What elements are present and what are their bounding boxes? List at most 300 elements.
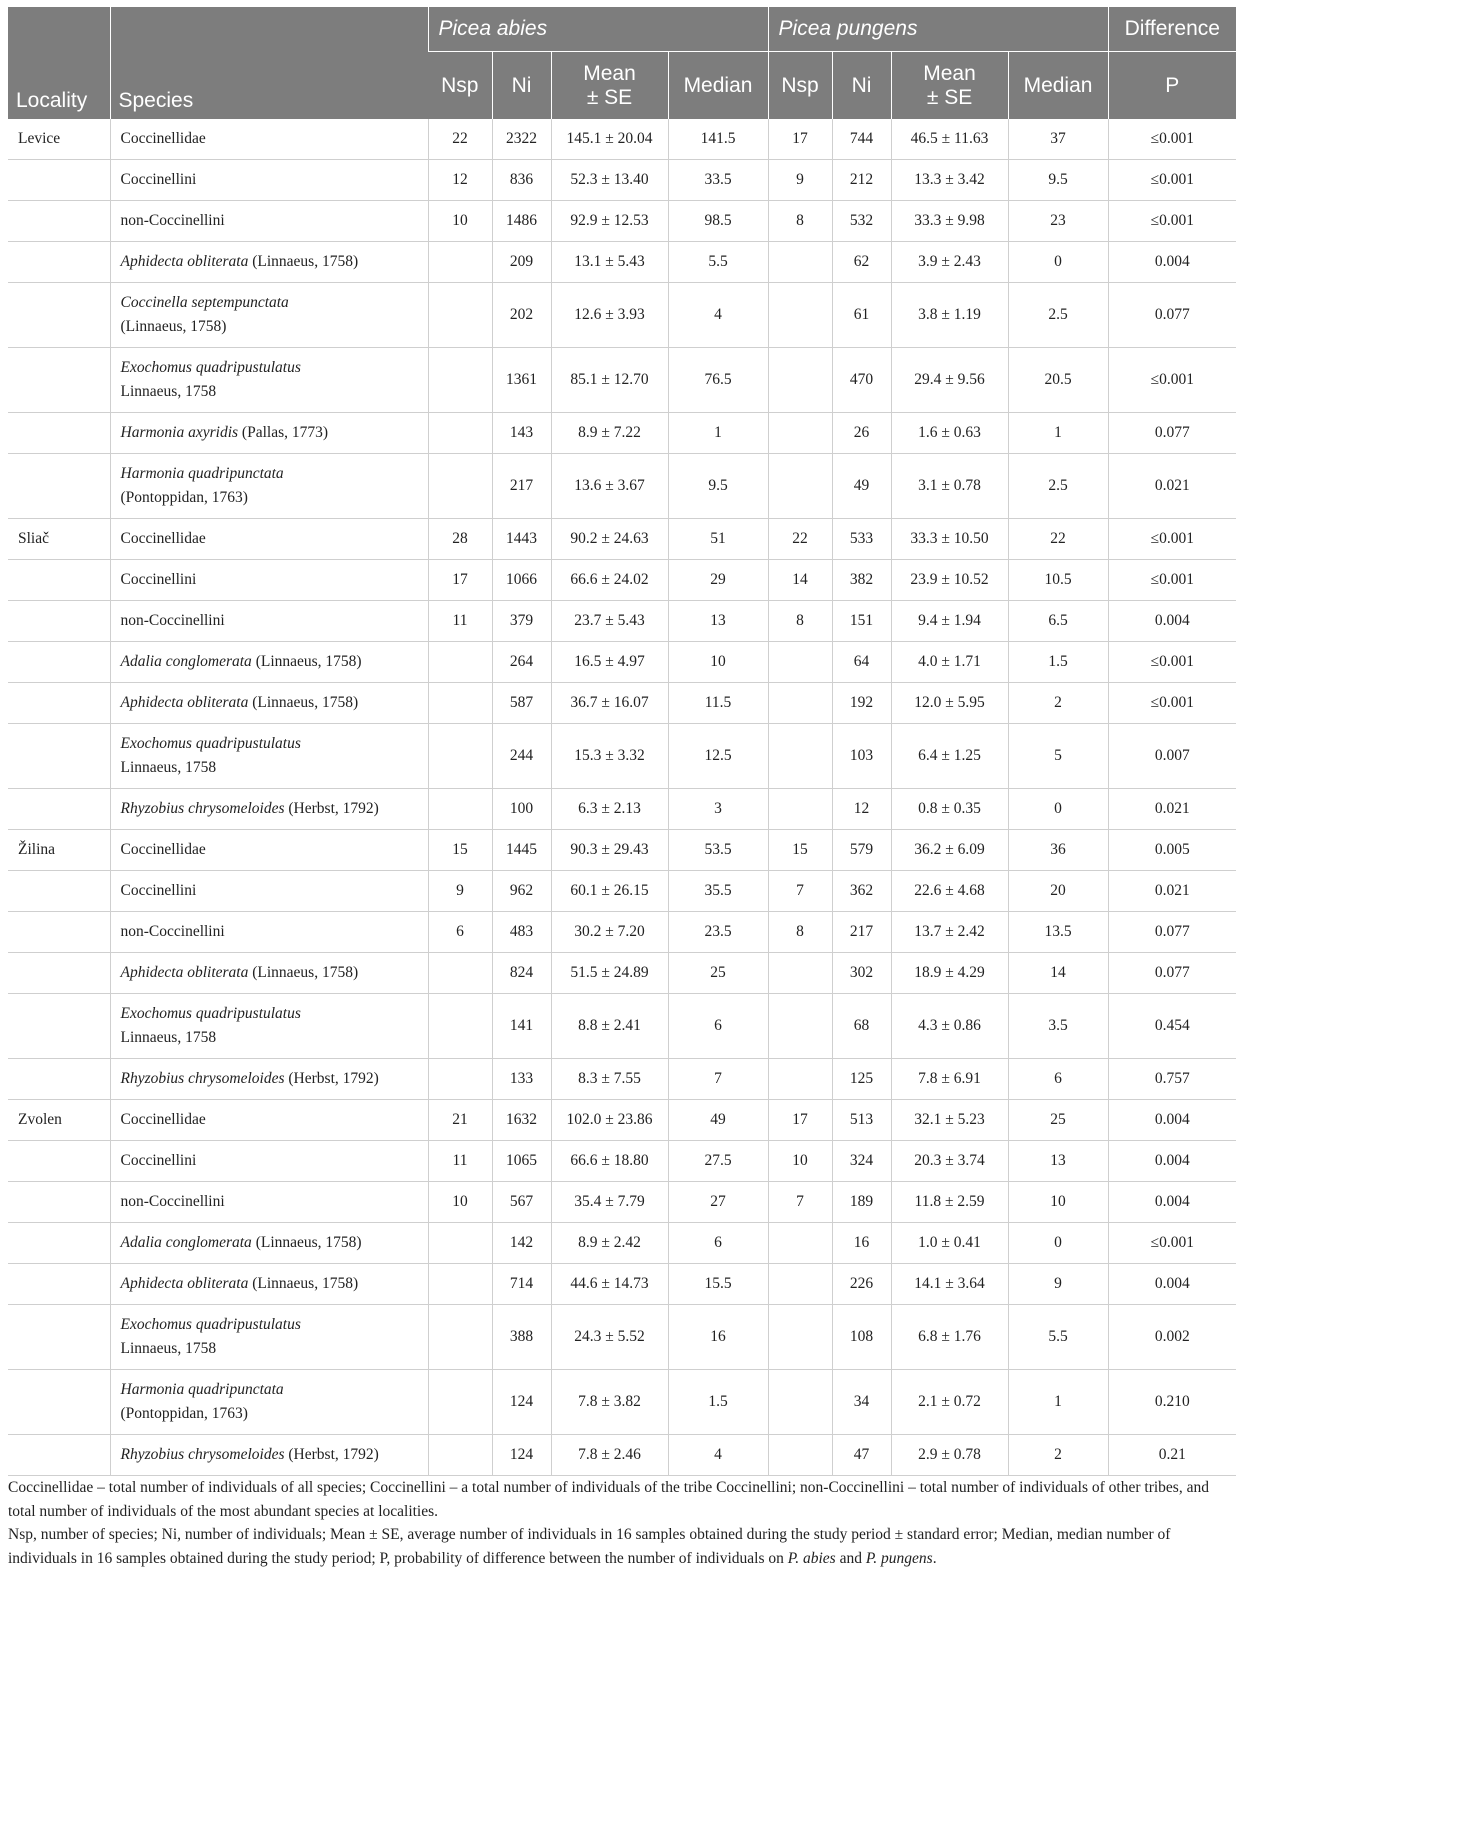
cell-median-pungens: 13 — [1008, 1141, 1108, 1182]
cell-locality: Sliač — [8, 519, 110, 560]
cell-median-abies: 1.5 — [668, 1370, 768, 1435]
cell-nsp-pungens — [768, 1435, 832, 1476]
species-author: Linnaeus, 1758 — [120, 1029, 217, 1046]
cell-ni-abies: 2322 — [492, 119, 551, 160]
cell-median-abies: 11.5 — [668, 683, 768, 724]
cell-median-abies: 6 — [668, 1223, 768, 1264]
table-row — [8, 724, 1236, 789]
cell-species — [110, 283, 428, 348]
cell-locality — [8, 1182, 110, 1223]
cell-nsp-abies: 21 — [428, 1100, 492, 1141]
cell-mean-abies: 85.1 ± 12.70 — [551, 348, 668, 413]
header-ni-abies: Ni — [492, 52, 551, 120]
cell-ni-pungens: 47 — [832, 1435, 891, 1476]
header-mean-abies — [551, 52, 668, 120]
table-footnotes — [8, 1476, 1236, 1570]
cell-nsp-pungens — [768, 642, 832, 683]
cell-nsp-abies — [428, 1223, 492, 1264]
cell-locality — [8, 1223, 110, 1264]
cell-locality — [8, 994, 110, 1059]
cell-nsp-pungens: 15 — [768, 830, 832, 871]
cell-locality: Levice — [8, 119, 110, 160]
species-author: (Herbst, 1792) — [284, 800, 379, 817]
table-row — [8, 242, 1236, 283]
results-table — [8, 7, 1236, 1476]
cell-mean-pungens: 36.2 ± 6.09 — [891, 830, 1008, 871]
cell-nsp-pungens: 17 — [768, 119, 832, 160]
cell-nsp-abies — [428, 683, 492, 724]
cell-locality — [8, 683, 110, 724]
species-author: (Pallas, 1773) — [238, 424, 329, 441]
table-row — [8, 1264, 1236, 1305]
cell-ni-pungens: 192 — [832, 683, 891, 724]
cell-p-value: 0.021 — [1108, 454, 1236, 519]
cell-median-abies: 5.5 — [668, 242, 768, 283]
table-row — [8, 519, 1236, 560]
cell-locality — [8, 912, 110, 953]
cell-mean-pungens: 32.1 ± 5.23 — [891, 1100, 1008, 1141]
species-name: Exochomus quadripustulatus — [120, 359, 301, 376]
cell-mean-abies: 92.9 ± 12.53 — [551, 201, 668, 242]
cell-mean-pungens: 22.6 ± 4.68 — [891, 871, 1008, 912]
cell-ni-abies: 209 — [492, 242, 551, 283]
species-author: (Linnaeus, 1758) — [248, 253, 359, 270]
header-mean-pungens — [891, 52, 1008, 120]
results-table-container — [8, 7, 1236, 1476]
footnote-species-pungens: P. pungens — [865, 1549, 933, 1567]
cell-p-value: ≤0.001 — [1108, 560, 1236, 601]
cell-mean-pungens: 2.9 ± 0.78 — [891, 1435, 1008, 1476]
cell-ni-abies: 483 — [492, 912, 551, 953]
cell-ni-pungens: 125 — [832, 1059, 891, 1100]
table-row — [8, 601, 1236, 642]
cell-nsp-pungens: 8 — [768, 201, 832, 242]
cell-ni-abies: 388 — [492, 1305, 551, 1370]
cell-median-pungens: 2 — [1008, 683, 1108, 724]
cell-nsp-pungens — [768, 1264, 832, 1305]
cell-mean-pungens: 3.8 ± 1.19 — [891, 283, 1008, 348]
species-author: (Linnaeus, 1758) — [251, 1234, 362, 1251]
footnote-text: and — [835, 1549, 866, 1567]
cell-median-pungens: 22 — [1008, 519, 1108, 560]
cell-median-abies: 53.5 — [668, 830, 768, 871]
cell-ni-abies: 824 — [492, 953, 551, 994]
header-mean-label: Mean — [583, 62, 636, 86]
cell-species: non-Coccinellini — [110, 601, 428, 642]
cell-nsp-pungens — [768, 789, 832, 830]
cell-p-value: 0.21 — [1108, 1435, 1236, 1476]
cell-median-pungens: 0 — [1008, 242, 1108, 283]
cell-median-abies: 51 — [668, 519, 768, 560]
table-row — [8, 560, 1236, 601]
cell-ni-pungens: 533 — [832, 519, 891, 560]
cell-species — [110, 348, 428, 413]
cell-mean-pungens: 13.3 ± 3.42 — [891, 160, 1008, 201]
cell-p-value: 0.021 — [1108, 789, 1236, 830]
cell-median-pungens: 37 — [1008, 119, 1108, 160]
cell-median-abies: 15.5 — [668, 1264, 768, 1305]
cell-median-pungens: 20.5 — [1008, 348, 1108, 413]
cell-p-value: 0.077 — [1108, 413, 1236, 454]
cell-nsp-abies: 28 — [428, 519, 492, 560]
cell-p-value: 0.004 — [1108, 1100, 1236, 1141]
cell-nsp-abies — [428, 789, 492, 830]
cell-mean-pungens: 4.3 ± 0.86 — [891, 994, 1008, 1059]
cell-median-abies: 4 — [668, 283, 768, 348]
cell-nsp-pungens — [768, 1305, 832, 1370]
cell-mean-pungens: 0.8 ± 0.35 — [891, 789, 1008, 830]
cell-median-abies: 16 — [668, 1305, 768, 1370]
cell-nsp-abies — [428, 1435, 492, 1476]
cell-locality — [8, 601, 110, 642]
cell-p-value: 0.004 — [1108, 242, 1236, 283]
cell-ni-abies: 836 — [492, 160, 551, 201]
table-row — [8, 871, 1236, 912]
species-name: Adalia conglomerata — [120, 653, 252, 670]
cell-mean-pungens: 7.8 ± 6.91 — [891, 1059, 1008, 1100]
cell-nsp-abies: 10 — [428, 201, 492, 242]
cell-ni-pungens: 470 — [832, 348, 891, 413]
table-row — [8, 1305, 1236, 1370]
table-row — [8, 1223, 1236, 1264]
cell-ni-pungens: 64 — [832, 642, 891, 683]
cell-ni-abies: 143 — [492, 413, 551, 454]
cell-mean-pungens: 13.7 ± 2.42 — [891, 912, 1008, 953]
cell-locality — [8, 201, 110, 242]
cell-mean-abies: 7.8 ± 3.82 — [551, 1370, 668, 1435]
cell-nsp-pungens — [768, 1370, 832, 1435]
table-row — [8, 1059, 1236, 1100]
cell-nsp-pungens — [768, 454, 832, 519]
cell-mean-abies: 6.3 ± 2.13 — [551, 789, 668, 830]
species-name: Rhyzobius chrysomeloides — [120, 1070, 285, 1087]
species-author: Linnaeus, 1758 — [120, 383, 217, 400]
cell-mean-pungens: 6.8 ± 1.76 — [891, 1305, 1008, 1370]
cell-median-pungens: 25 — [1008, 1100, 1108, 1141]
cell-ni-pungens: 103 — [832, 724, 891, 789]
cell-mean-abies: 30.2 ± 7.20 — [551, 912, 668, 953]
cell-ni-abies: 142 — [492, 1223, 551, 1264]
cell-p-value: ≤0.001 — [1108, 642, 1236, 683]
species-author: (Linnaeus, 1758) — [248, 964, 359, 981]
cell-nsp-pungens: 7 — [768, 1182, 832, 1223]
species-author: (Linnaeus, 1758) — [120, 318, 227, 335]
cell-mean-abies: 66.6 ± 24.02 — [551, 560, 668, 601]
cell-ni-pungens: 212 — [832, 160, 891, 201]
cell-ni-pungens: 62 — [832, 242, 891, 283]
table-row — [8, 454, 1236, 519]
cell-median-pungens: 5 — [1008, 724, 1108, 789]
cell-median-abies: 25 — [668, 953, 768, 994]
cell-species — [110, 642, 428, 683]
cell-ni-pungens: 382 — [832, 560, 891, 601]
cell-mean-pungens: 14.1 ± 3.64 — [891, 1264, 1008, 1305]
cell-mean-pungens: 29.4 ± 9.56 — [891, 348, 1008, 413]
table-row — [8, 1182, 1236, 1223]
cell-mean-abies: 90.2 ± 24.63 — [551, 519, 668, 560]
table-row — [8, 1141, 1236, 1182]
cell-nsp-abies: 15 — [428, 830, 492, 871]
cell-mean-pungens: 1.6 ± 0.63 — [891, 413, 1008, 454]
cell-species — [110, 1370, 428, 1435]
cell-mean-abies: 13.1 ± 5.43 — [551, 242, 668, 283]
cell-nsp-pungens: 8 — [768, 912, 832, 953]
cell-nsp-abies: 6 — [428, 912, 492, 953]
cell-nsp-pungens — [768, 683, 832, 724]
cell-locality — [8, 1435, 110, 1476]
header-mean-label: Mean — [923, 62, 976, 86]
species-name: Aphidecta obliterata — [120, 964, 249, 981]
species-name: Harmonia quadripunctata — [120, 465, 284, 482]
cell-ni-abies: 202 — [492, 283, 551, 348]
table-row — [8, 789, 1236, 830]
header-median-abies: Median — [668, 52, 768, 120]
cell-ni-pungens: 579 — [832, 830, 891, 871]
table-row — [8, 830, 1236, 871]
cell-nsp-pungens: 10 — [768, 1141, 832, 1182]
cell-nsp-pungens: 9 — [768, 160, 832, 201]
cell-p-value: ≤0.001 — [1108, 160, 1236, 201]
table-row — [8, 348, 1236, 413]
cell-nsp-abies: 9 — [428, 871, 492, 912]
cell-median-pungens: 3.5 — [1008, 994, 1108, 1059]
cell-species — [110, 994, 428, 1059]
cell-locality — [8, 348, 110, 413]
cell-median-abies: 33.5 — [668, 160, 768, 201]
cell-ni-pungens: 362 — [832, 871, 891, 912]
species-author: (Linnaeus, 1758) — [248, 694, 359, 711]
cell-mean-abies: 35.4 ± 7.79 — [551, 1182, 668, 1223]
cell-p-value: 0.004 — [1108, 1141, 1236, 1182]
cell-mean-abies: 145.1 ± 20.04 — [551, 119, 668, 160]
cell-mean-abies: 23.7 ± 5.43 — [551, 601, 668, 642]
cell-p-value: 0.077 — [1108, 953, 1236, 994]
table-header — [8, 7, 1236, 119]
cell-median-pungens: 2.5 — [1008, 283, 1108, 348]
cell-mean-abies: 8.9 ± 2.42 — [551, 1223, 668, 1264]
cell-species: Coccinellidae — [110, 119, 428, 160]
cell-nsp-pungens: 8 — [768, 601, 832, 642]
cell-ni-abies: 567 — [492, 1182, 551, 1223]
cell-species — [110, 683, 428, 724]
footnote-species-abies: P. abies — [787, 1549, 836, 1567]
header-picea-abies: Picea abies — [428, 7, 768, 52]
cell-species: Coccinellidae — [110, 830, 428, 871]
cell-p-value: 0.007 — [1108, 724, 1236, 789]
cell-median-pungens: 6.5 — [1008, 601, 1108, 642]
cell-mean-abies: 52.3 ± 13.40 — [551, 160, 668, 201]
cell-p-value: ≤0.001 — [1108, 348, 1236, 413]
cell-p-value: 0.004 — [1108, 1264, 1236, 1305]
cell-mean-abies: 51.5 ± 24.89 — [551, 953, 668, 994]
table-row — [8, 642, 1236, 683]
cell-nsp-pungens: 17 — [768, 1100, 832, 1141]
cell-locality: Žilina — [8, 830, 110, 871]
cell-mean-abies: 60.1 ± 26.15 — [551, 871, 668, 912]
cell-mean-abies: 36.7 ± 16.07 — [551, 683, 668, 724]
cell-mean-pungens: 3.9 ± 2.43 — [891, 242, 1008, 283]
cell-p-value: 0.002 — [1108, 1305, 1236, 1370]
cell-locality — [8, 454, 110, 519]
cell-nsp-abies: 12 — [428, 160, 492, 201]
cell-nsp-pungens: 7 — [768, 871, 832, 912]
cell-nsp-abies — [428, 642, 492, 683]
cell-nsp-abies: 22 — [428, 119, 492, 160]
species-name: Adalia conglomerata — [120, 1234, 252, 1251]
cell-median-pungens: 2.5 — [1008, 454, 1108, 519]
cell-ni-pungens: 16 — [832, 1223, 891, 1264]
footnote-text: . — [932, 1549, 937, 1567]
header-locality: Locality — [8, 7, 110, 119]
cell-locality — [8, 560, 110, 601]
cell-species — [110, 1264, 428, 1305]
cell-median-abies: 23.5 — [668, 912, 768, 953]
species-name: Coccinella septempunctata — [120, 294, 289, 311]
cell-ni-pungens: 217 — [832, 912, 891, 953]
cell-mean-pungens: 20.3 ± 3.74 — [891, 1141, 1008, 1182]
cell-p-value: 0.004 — [1108, 1182, 1236, 1223]
cell-ni-pungens: 12 — [832, 789, 891, 830]
cell-mean-pungens: 33.3 ± 9.98 — [891, 201, 1008, 242]
cell-median-pungens: 9 — [1008, 1264, 1108, 1305]
cell-species: Coccinellini — [110, 160, 428, 201]
table-row — [8, 912, 1236, 953]
cell-mean-abies: 8.3 ± 7.55 — [551, 1059, 668, 1100]
header-median-pungens: Median — [1008, 52, 1108, 120]
cell-species — [110, 1435, 428, 1476]
cell-mean-abies: 12.6 ± 3.93 — [551, 283, 668, 348]
cell-median-abies: 12.5 — [668, 724, 768, 789]
cell-nsp-pungens: 22 — [768, 519, 832, 560]
cell-species: Coccinellini — [110, 1141, 428, 1182]
cell-ni-abies: 217 — [492, 454, 551, 519]
species-author: (Linnaeus, 1758) — [248, 1275, 359, 1292]
cell-median-abies: 27 — [668, 1182, 768, 1223]
cell-species — [110, 1059, 428, 1100]
cell-nsp-abies — [428, 994, 492, 1059]
cell-species: Coccinellidae — [110, 1100, 428, 1141]
cell-ni-pungens: 302 — [832, 953, 891, 994]
cell-median-pungens: 0 — [1008, 1223, 1108, 1264]
header-species: Species — [110, 7, 428, 119]
header-ni-pungens: Ni — [832, 52, 891, 120]
cell-ni-abies: 1065 — [492, 1141, 551, 1182]
cell-nsp-pungens — [768, 242, 832, 283]
cell-median-abies: 3 — [668, 789, 768, 830]
cell-median-pungens: 9.5 — [1008, 160, 1108, 201]
cell-p-value: 0.210 — [1108, 1370, 1236, 1435]
cell-ni-pungens: 108 — [832, 1305, 891, 1370]
cell-p-value: ≤0.001 — [1108, 683, 1236, 724]
cell-median-abies: 35.5 — [668, 871, 768, 912]
cell-locality — [8, 871, 110, 912]
species-author: (Herbst, 1792) — [284, 1070, 379, 1087]
cell-mean-abies: 90.3 ± 29.43 — [551, 830, 668, 871]
cell-mean-abies: 15.3 ± 3.32 — [551, 724, 668, 789]
cell-species — [110, 242, 428, 283]
cell-mean-abies: 102.0 ± 23.86 — [551, 1100, 668, 1141]
cell-p-value: 0.454 — [1108, 994, 1236, 1059]
cell-mean-pungens: 11.8 ± 2.59 — [891, 1182, 1008, 1223]
species-name: Harmonia axyridis — [120, 424, 239, 441]
header-picea-pungens: Picea pungens — [768, 7, 1108, 52]
cell-mean-abies: 44.6 ± 14.73 — [551, 1264, 668, 1305]
cell-median-abies: 6 — [668, 994, 768, 1059]
cell-median-abies: 10 — [668, 642, 768, 683]
cell-species — [110, 724, 428, 789]
cell-ni-pungens: 49 — [832, 454, 891, 519]
cell-median-abies: 76.5 — [668, 348, 768, 413]
cell-mean-abies: 66.6 ± 18.80 — [551, 1141, 668, 1182]
cell-mean-abies: 8.8 ± 2.41 — [551, 994, 668, 1059]
cell-median-abies: 1 — [668, 413, 768, 454]
cell-median-abies: 141.5 — [668, 119, 768, 160]
cell-nsp-abies — [428, 1305, 492, 1370]
header-difference: Difference — [1108, 7, 1236, 52]
cell-locality — [8, 1370, 110, 1435]
cell-median-abies: 13 — [668, 601, 768, 642]
cell-median-abies: 9.5 — [668, 454, 768, 519]
table-row — [8, 1435, 1236, 1476]
cell-median-abies: 27.5 — [668, 1141, 768, 1182]
cell-median-pungens: 10.5 — [1008, 560, 1108, 601]
cell-ni-abies: 124 — [492, 1435, 551, 1476]
cell-ni-pungens: 226 — [832, 1264, 891, 1305]
table-row — [8, 413, 1236, 454]
table-body — [8, 119, 1236, 1476]
cell-median-pungens: 0 — [1008, 789, 1108, 830]
cell-ni-abies: 244 — [492, 724, 551, 789]
cell-ni-abies: 1066 — [492, 560, 551, 601]
cell-mean-pungens: 3.1 ± 0.78 — [891, 454, 1008, 519]
cell-species: non-Coccinellini — [110, 1182, 428, 1223]
cell-nsp-abies — [428, 1059, 492, 1100]
cell-median-pungens: 36 — [1008, 830, 1108, 871]
cell-nsp-abies — [428, 283, 492, 348]
species-author: (Herbst, 1792) — [284, 1446, 379, 1463]
species-name: Exochomus quadripustulatus — [120, 735, 301, 752]
cell-nsp-pungens — [768, 283, 832, 348]
cell-species — [110, 454, 428, 519]
cell-mean-pungens: 6.4 ± 1.25 — [891, 724, 1008, 789]
cell-ni-abies: 1632 — [492, 1100, 551, 1141]
cell-median-pungens: 23 — [1008, 201, 1108, 242]
header-se-label: ± SE — [586, 85, 633, 109]
cell-ni-abies: 1361 — [492, 348, 551, 413]
cell-nsp-abies — [428, 953, 492, 994]
cell-p-value: 0.004 — [1108, 601, 1236, 642]
cell-p-value: ≤0.001 — [1108, 1223, 1236, 1264]
species-name: Aphidecta obliterata — [120, 253, 249, 270]
cell-ni-abies: 962 — [492, 871, 551, 912]
cell-locality — [8, 1305, 110, 1370]
cell-mean-abies: 8.9 ± 7.22 — [551, 413, 668, 454]
cell-median-pungens: 13.5 — [1008, 912, 1108, 953]
footnote-abbreviations — [8, 1523, 1236, 1570]
cell-ni-abies: 100 — [492, 789, 551, 830]
cell-mean-abies: 16.5 ± 4.97 — [551, 642, 668, 683]
cell-ni-pungens: 68 — [832, 994, 891, 1059]
table-row — [8, 953, 1236, 994]
cell-locality — [8, 1141, 110, 1182]
cell-species — [110, 1223, 428, 1264]
header-nsp-pungens: Nsp — [768, 52, 832, 120]
cell-median-pungens: 1.5 — [1008, 642, 1108, 683]
header-p: P — [1108, 52, 1236, 120]
cell-nsp-pungens — [768, 413, 832, 454]
cell-locality — [8, 413, 110, 454]
cell-median-abies: 29 — [668, 560, 768, 601]
